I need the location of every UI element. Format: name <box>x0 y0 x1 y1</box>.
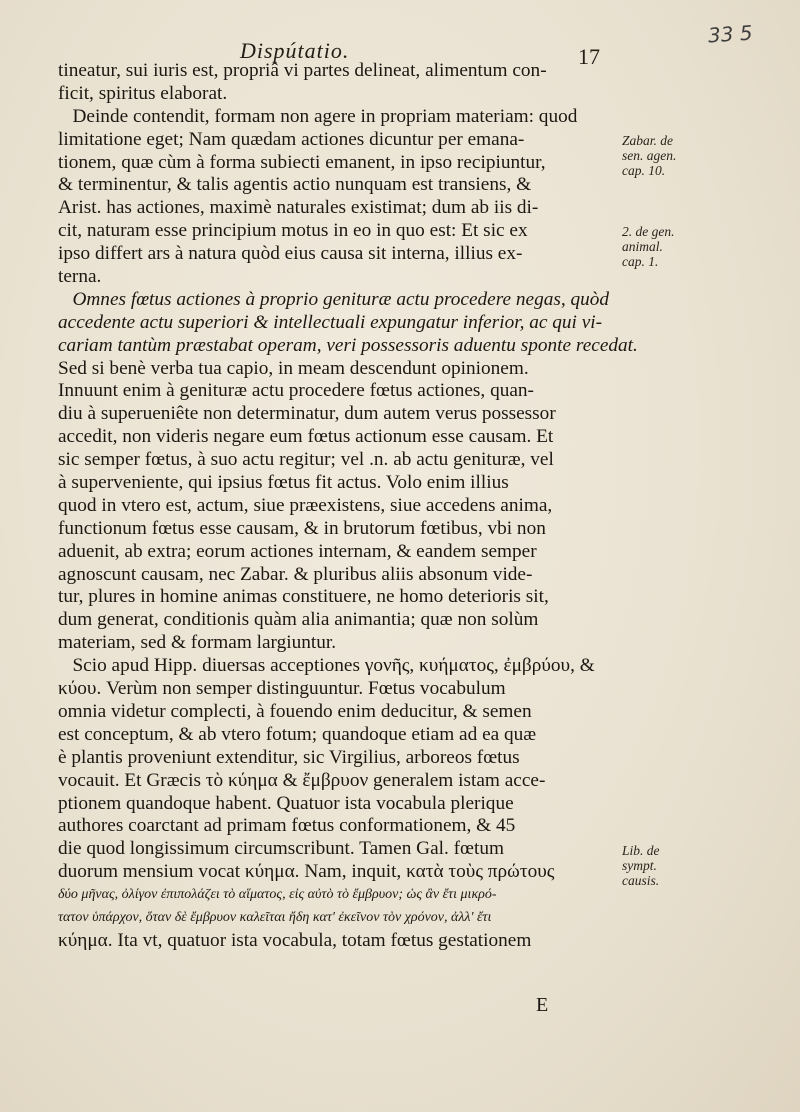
text-line: aduenit, ab extra; eorum actiones internam, & eandem semper <box>58 540 537 562</box>
text-line: terna. <box>58 266 102 288</box>
text-line: Sed si benè verba tua capio, in meam descendunt opinionem. <box>58 357 529 379</box>
text-line: omnia videtur complecti, à fouendo enim deducitur, & semen <box>58 700 532 722</box>
running-head: Dispútatio. <box>240 38 350 63</box>
text-line: Innuunt enim à genituræ actu procedere fœtus actiones, quan- <box>58 380 534 402</box>
text-line: limitatione eget; Nam quædam actiones dicuntur per emana- <box>58 128 525 150</box>
text-line: ptionem quandoque habent. Quatuor ista vocabula plerique <box>58 792 514 814</box>
catchword: E <box>536 994 549 1016</box>
handwritten-folio-mark: 33 5 <box>707 20 754 48</box>
text-line: duorum mensium vocat κύημα. Nam, inquit, κατὰ τοὺς πρώτους <box>58 861 555 883</box>
text-line: accedit, non videris negare eum fœtus actionum esse causam. Et <box>58 426 554 448</box>
text-line: sic semper fœtus, à suo actu regitur; vel .n. ab actu genituræ, vel <box>58 449 554 471</box>
text-line: authores coarctant ad primam fœtus conformationem, & 45 <box>58 815 516 837</box>
margin-note: Lib. de sympt. causis. <box>622 842 660 888</box>
text-line: Scio apud Hipp. diuersas acceptiones γονῆς, κυήματος, ἐμβρύου, & <box>58 655 595 677</box>
text-line: à superveniente, qui ipsius fœtus fit actus. Volo enim illius <box>58 472 509 494</box>
text-line: accedente actu superiori & intellectuali expungatur inferior, ac qui vi- <box>58 311 603 333</box>
text-line: ipso differt ars à natura quòd eius causa sit interna, illius ex- <box>58 243 523 265</box>
text-line: vocauit. Et Græcis τὸ κύημα & ἔμβρυον generalem istam acce- <box>58 769 546 791</box>
text-line: tineatur, sui iuris est, propriâ vi partes delineat, alimentum con- <box>58 60 547 81</box>
text-line: tionem, quæ cùm à forma subiecti emanent, in ipso recipiuntur, <box>58 151 546 173</box>
text-line: quod in vtero est, actum, siue præexistens, siue accedens anima, <box>58 494 553 516</box>
text-line: τατον ὑπάρχον, ὅταν δὲ ἔμβρυον καλεῖται ἤδη κατ' ἐκεῖνον τὸν χρόνον, ἀλλ' ἔτι <box>58 909 492 925</box>
body-text <box>58 60 638 953</box>
margin-note: Zabar. de sen. agen. cap. 10. <box>622 132 677 178</box>
page-number: 17 <box>578 44 600 69</box>
text-line: κύημα. Ita vt, quatuor ista vocabula, totam fœtus gestationem <box>58 929 532 951</box>
text-line: κύου. Verùm non semper distinguuntur. Fœtus vocabulum <box>58 678 506 700</box>
text-line: cit, naturam esse principium motus in eo in quo est: Et sic ex <box>58 220 528 242</box>
text-line: è plantis proveniunt extenditur, sic Virgilius, arboreos fœtus <box>58 746 520 768</box>
text-line: agnoscunt causam, nec Zabar. & pluribus aliis absonum vide- <box>58 563 533 585</box>
margin-note: 2. de gen. animal. cap. 1. <box>622 224 675 270</box>
text-line: Omnes fœtus actiones à proprio genituræ actu procedere negas, quòd <box>58 288 610 310</box>
text-line: δύο μῆνας, ὀλίγον ἐπιπολάζει τὸ αἵματος, εἰς αὐτὸ τὸ ἔμβρυον; ὡς ἂν ἔτι μικρό- <box>58 887 497 903</box>
text-line: functionum fœtus esse causam, & in brutorum fœtibus, vbi non <box>58 517 546 539</box>
text-line: dum generat, conditionis quàm alia animantia; quæ non solùm <box>58 609 539 631</box>
text-line: cariam tantùm præstabat operam, veri possessoris aduentu sponte recedat. <box>58 334 638 356</box>
text-line: Deinde contendit, formam non agere in propriam materiam: quod <box>58 105 578 127</box>
text-line: Arist. has actiones, maximè naturales existimat; dum ab iis di- <box>58 197 539 219</box>
text-line: est conceptum, & ab vtero fotum; quandoque etiam ad ea quæ <box>58 723 537 745</box>
text-line: tur, plures in homine animas constituere, ne homo deterioris sit, <box>58 586 549 608</box>
text-line: diu à superueniête non determinatur, dum autem verus possessor <box>58 403 556 425</box>
text-line: materiam, sed & formam largiuntur. <box>58 632 337 654</box>
text-line: die quod longissimum circumscribunt. Tamen Gal. fœtum <box>58 838 504 860</box>
text-line: & terminentur, & talis agentis actio nunquam est transiens, & <box>58 174 532 196</box>
text-line: ficit, spiritus elaborat. <box>58 82 228 104</box>
